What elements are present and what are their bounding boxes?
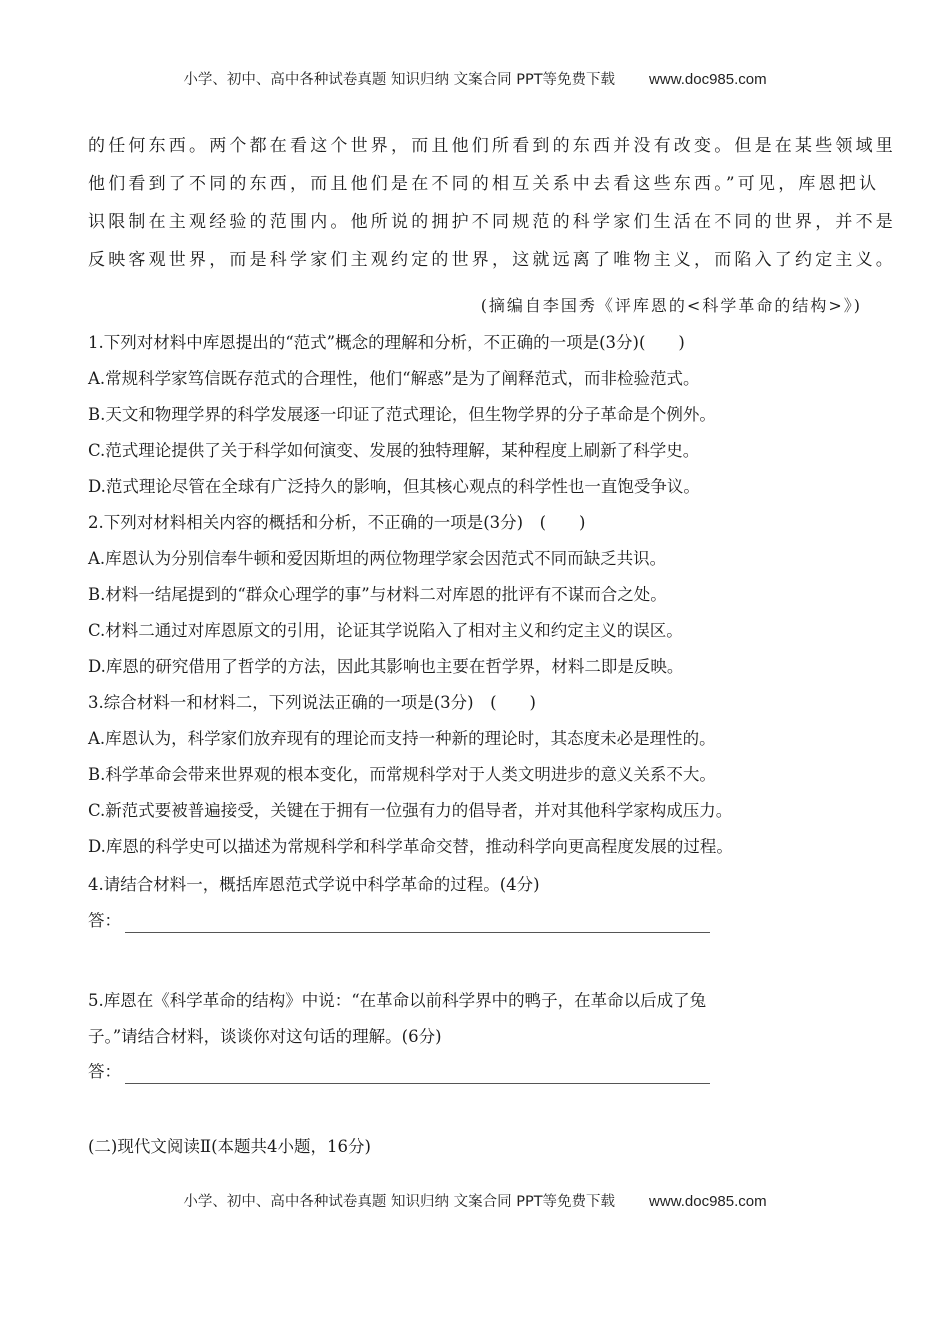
question-2-option-d: D.库恩的研究借用了哲学的方法，因此其影响也主要在哲学界，材料二即是反映。: [88, 657, 684, 676]
passage-line: 的任何东西。两个都在看这个世界，而且他们所看到的东西并没有改变。但是在某些领域里: [88, 136, 896, 156]
question-5-stem-line-1: 5.库恩在《科学革命的结构》中说：“在革命以前科学界中的鸭子，在革命以后成了兔: [88, 991, 707, 1010]
question-4-stem: 4.请结合材料一，概括库恩范式学说中科学革命的过程。(4分): [88, 875, 540, 894]
question-1-option-b: B.天文和物理学界的科学发展逐一印证了范式理论，但生物学界的分子革命是个例外。: [88, 405, 716, 424]
footer-banner-text: 小学、初中、高中各种试卷真题 知识归纳 文案合同 PPT等免费下载: [183, 1194, 616, 1210]
question-2-option-a: A.库恩认为分别信奉牛顿和爱因斯坦的两位物理学家会因范式不同而缺乏共识。: [88, 549, 667, 568]
passage-line: 识限制在主观经验的范围内。他所说的拥护不同规范的科学家们生活在不同的世界，并不是: [88, 212, 896, 232]
header-url-link[interactable]: www.doc985.com: [649, 71, 767, 88]
question-3-option-d: D.库恩的科学史可以描述为常规科学和科学革命交替，推动科学向更高程度发展的过程。: [88, 837, 733, 856]
passage-line: 反映客观世界，而是科学家们主观约定的世界，这就远离了唯物主义，而陷入了约定主义。: [88, 250, 896, 270]
question-5-stem-line-2: 子。”请结合材料，谈谈你对这句话的理解。(6分): [88, 1027, 442, 1046]
answer-blank-line[interactable]: [125, 914, 710, 933]
question-2-stem: 2.下列对材料相关内容的概括和分析，不正确的一项是(3分) ( ): [88, 513, 586, 532]
question-5-answer: [88, 1060, 710, 1084]
question-1-option-c: C.范式理论提供了关于科学如何演变、发展的独特理解，某种程度上刷新了科学史。: [88, 441, 700, 460]
passage-line: 他们看到了不同的东西，而且他们是在不同的相互关系中去看这些东西。”可见，库恩把认: [88, 174, 880, 194]
question-3-stem: 3.综合材料一和材料二，下列说法正确的一项是(3分) ( ): [88, 693, 536, 712]
question-4-answer: [88, 909, 710, 933]
answer-label: 答：: [88, 911, 121, 930]
footer-url-link[interactable]: www.doc985.com: [649, 1193, 767, 1210]
question-1-stem: 1.下列对材料中库恩提出的“范式”概念的理解和分析，不正确的一项是(3分)( ): [88, 333, 685, 352]
question-3-option-a: A.库恩认为，科学家们放弃现有的理论而支持一种新的理论时，其态度未必是理性的。: [88, 729, 716, 748]
answer-blank-line[interactable]: [125, 1065, 710, 1084]
question-2-option-c: C.材料二通过对库恩原文的引用，论证其学说陷入了相对主义和约定主义的误区。: [88, 621, 683, 640]
question-1-option-d: D.范式理论尽管在全球有广泛持久的影响，但其核心观点的科学性也一直饱受争议。: [88, 477, 700, 496]
page-footer-banner: [0, 1190, 950, 1211]
section-heading: (二)现代文阅读Ⅱ(本题共4小题，16分): [88, 1137, 371, 1156]
question-2-option-b: B.材料一结尾提到的“群众心理学的事”与材料二对库恩的批评有不谋而合之处。: [88, 585, 667, 604]
question-1-option-a: A.常规科学家笃信既存范式的合理性，他们“解惑”是为了阐释范式，而非检验范式。: [88, 369, 700, 388]
page-header-banner: [0, 68, 950, 89]
passage-excerpt: [88, 127, 896, 279]
question-3-option-b: B.科学革命会带来世界观的根本变化，而常规科学对于人类文明进步的意义关系不大。: [88, 765, 716, 784]
question-3-option-c: C.新范式要被普遍接受，关键在于拥有一位强有力的倡导者，并对其他科学家构成压力。: [88, 801, 733, 820]
header-banner-text: 小学、初中、高中各种试卷真题 知识归纳 文案合同 PPT等免费下载: [183, 72, 616, 88]
passage-source: (摘编自李国秀《评库恩的<科学革命的结构>》): [480, 296, 862, 315]
answer-label: 答：: [88, 1062, 121, 1081]
